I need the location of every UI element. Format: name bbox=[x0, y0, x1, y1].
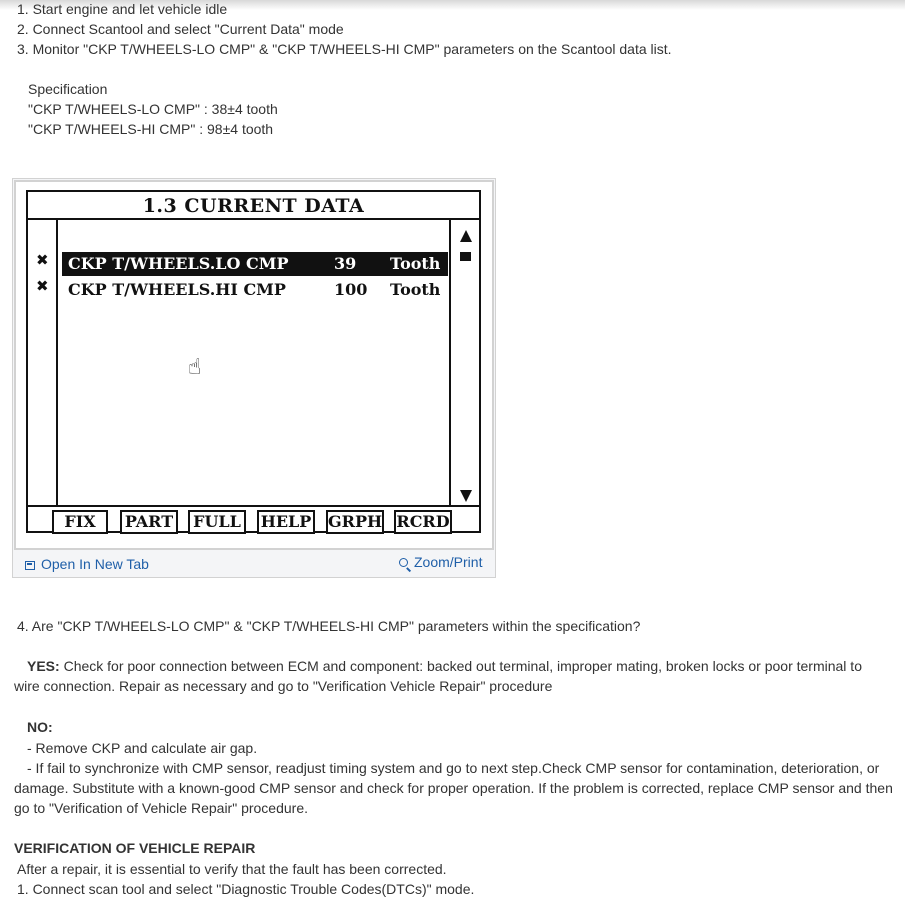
zoom-print-label: Zoom/Print bbox=[414, 554, 483, 570]
scrollbar[interactable] bbox=[449, 220, 479, 505]
open-tab-icon bbox=[25, 561, 35, 570]
param-value: 100 bbox=[334, 280, 368, 299]
spec-hi: "CKP T/WHEELS-HI CMP" : 98±4 tooth bbox=[28, 121, 274, 137]
fkey-rcrd[interactable]: RCRD bbox=[394, 510, 452, 534]
scroll-up-icon[interactable] bbox=[460, 230, 472, 242]
param-value: 39 bbox=[334, 254, 357, 273]
row-marker-icon: ✖ bbox=[36, 277, 49, 295]
verification-heading: VERIFICATION OF VEHICLE REPAIR bbox=[14, 840, 256, 856]
data-row-lo[interactable] bbox=[62, 252, 448, 276]
scantool-screen bbox=[26, 190, 481, 535]
hand-cursor-icon: ☝ bbox=[188, 355, 202, 380]
scroll-thumb[interactable] bbox=[460, 252, 471, 261]
step-1: 1. Start engine and let vehicle idle bbox=[17, 1, 228, 17]
step-2: 2. Connect Scantool and select "Current Data" mode bbox=[17, 21, 344, 37]
question-4: 4. Are "CKP T/WHEELS-LO CMP" & "CKP T/WHEELS-HI CMP" parameters within the specification? bbox=[17, 618, 641, 634]
yes-paragraph bbox=[14, 656, 884, 696]
fkey-full[interactable]: FULL bbox=[188, 510, 246, 534]
spec-lo: "CKP T/WHEELS-LO CMP" : 38±4 tooth bbox=[28, 101, 278, 117]
param-unit: Tooth bbox=[390, 280, 441, 299]
open-in-new-tab-link[interactable] bbox=[25, 555, 149, 573]
param-name: CKP T/WHEELS.LO CMP bbox=[68, 254, 289, 273]
row-marker-icon: ✖ bbox=[36, 251, 49, 269]
spec-heading: Specification bbox=[28, 81, 108, 97]
no-label: NO: bbox=[27, 719, 53, 735]
no-item-1: - Remove CKP and calculate air gap. bbox=[27, 740, 258, 756]
fkey-grph[interactable]: GRPH bbox=[326, 510, 384, 534]
marker-column bbox=[28, 220, 58, 505]
scroll-down-icon[interactable] bbox=[460, 490, 472, 502]
verification-step-1: 1. Connect scan tool and select "Diagnostic Trouble Codes(DTCs)" mode. bbox=[17, 881, 475, 897]
yes-text: Check for poor connection between ECM and component: backed out terminal, improper mating, broken locks or poor terminal to wire connection. Repair as necessary and go to "Verification Vehicle Repair" procedure bbox=[14, 658, 862, 694]
fkey-help[interactable]: HELP bbox=[257, 510, 315, 534]
scantool-figure bbox=[12, 178, 496, 578]
zoom-icon bbox=[399, 558, 408, 567]
param-unit: Tooth bbox=[390, 254, 441, 273]
step-3: 3. Monitor "CKP T/WHEELS-LO CMP" & "CKP T/WHEELS-HI CMP" parameters on the Scantool data list. bbox=[17, 41, 672, 57]
zoom-print-link[interactable] bbox=[399, 553, 482, 571]
open-in-new-tab-label: Open In New Tab bbox=[41, 556, 149, 572]
screen-title: 1.3 CURRENT DATA bbox=[28, 192, 479, 220]
fkey-part[interactable]: PART bbox=[120, 510, 178, 534]
param-name: CKP T/WHEELS.HI CMP bbox=[68, 280, 286, 299]
yes-label: YES: bbox=[27, 658, 60, 674]
data-row-hi[interactable] bbox=[62, 278, 448, 302]
no-item-2: - If fail to synchronize with CMP sensor, readjust timing system and go to next step.Check CMP sensor for contamination, deterioration, or damage. Substitute with a known-good CMP sensor and check for proper operation. If the problem is corrected, replace CMP sensor and then go to "Verification of Vehicle Repair" procedure. bbox=[14, 760, 893, 816]
screen-frame bbox=[26, 190, 481, 533]
verification-intro: After a repair, it is essential to verify that the fault has been corrected. bbox=[17, 861, 447, 877]
fkey-fix[interactable]: FIX bbox=[52, 510, 108, 534]
function-key-bar bbox=[28, 505, 479, 535]
scantool-screenshot[interactable] bbox=[14, 180, 494, 550]
